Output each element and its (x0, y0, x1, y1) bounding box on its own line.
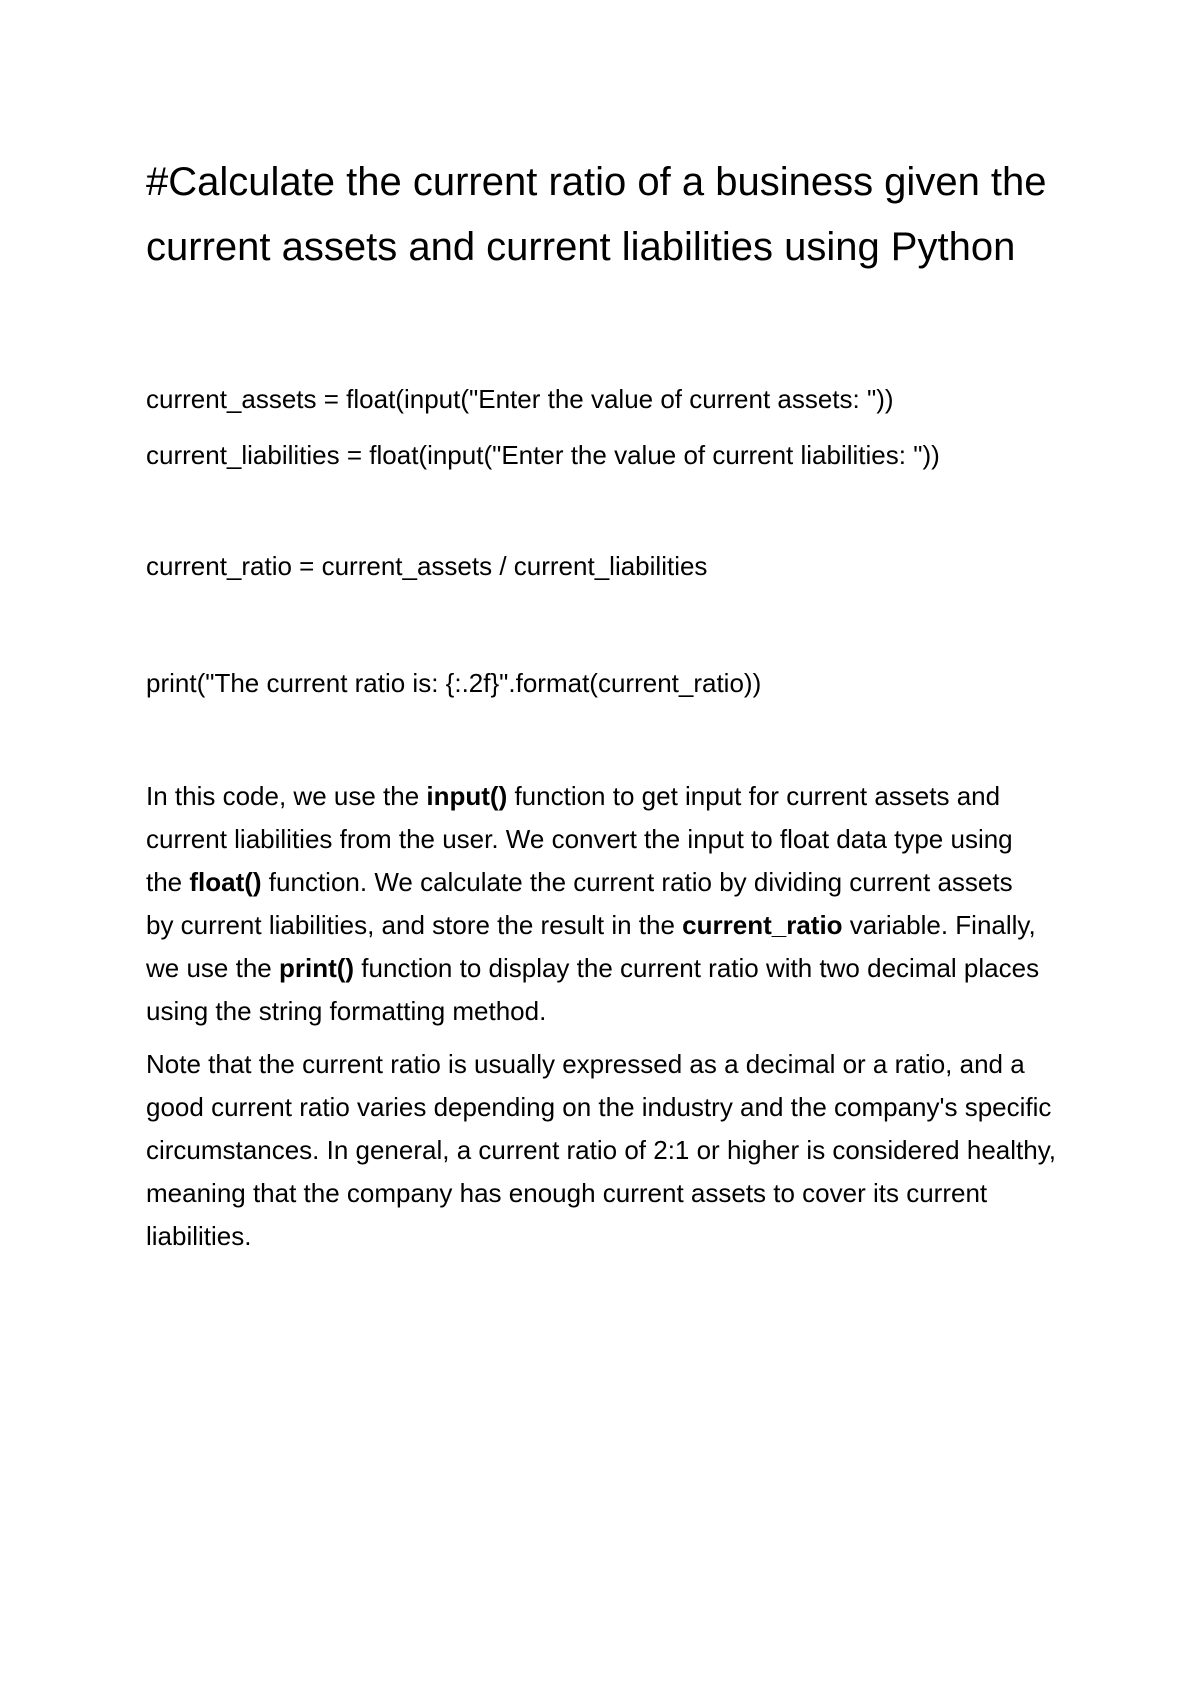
input-function-term: input() (426, 781, 508, 811)
current-ratio-variable-term: current_ratio (682, 910, 843, 940)
note-paragraph: Note that the current ratio is usually expressed as a decimal or a ratio, and a good current ratio varies depending on the industry and the company's specific circumstances. In general, a current ratio of 2:1 or higher is considered healthy, meaning that the company has enough current assets to cover its current liabilities. (146, 1049, 1056, 1251)
print-function-term: print() (278, 953, 355, 983)
code-line-current-assets: current_assets = float(input("Enter the value of current assets: ")) (146, 384, 894, 414)
document-title: #Calculate the current ratio of a business given the current assets and current liabilities using Python (146, 160, 1047, 269)
explanation-paragraph (146, 775, 1046, 1033)
explanation-text-4: variable. Finally, we use the (146, 910, 1036, 983)
explanation-text-2: function to get input for current assets and current liabilities from the user. We convert the input to float data type using the (146, 781, 1013, 897)
explanation-text-3: function. We calculate the current ratio by dividing current assets by current liabilities, and store the result in the (146, 867, 1013, 940)
code-line-current-ratio: current_ratio = current_assets / current_liabilities (146, 551, 708, 581)
float-function-term: float() (189, 867, 262, 897)
code-line-print: print("The current ratio is: {:.2f}".format(current_ratio)) (146, 668, 762, 698)
explanation-text-1: In this code, we use the (146, 781, 427, 811)
code-line-current-liabilities: current_liabilities = float(input("Enter the value of current liabilities: ")) (146, 440, 940, 470)
document-page (146, 150, 1066, 1258)
explanation-text-5: function to display the current ratio with two decimal places using the string formatting method. (146, 953, 1040, 1026)
